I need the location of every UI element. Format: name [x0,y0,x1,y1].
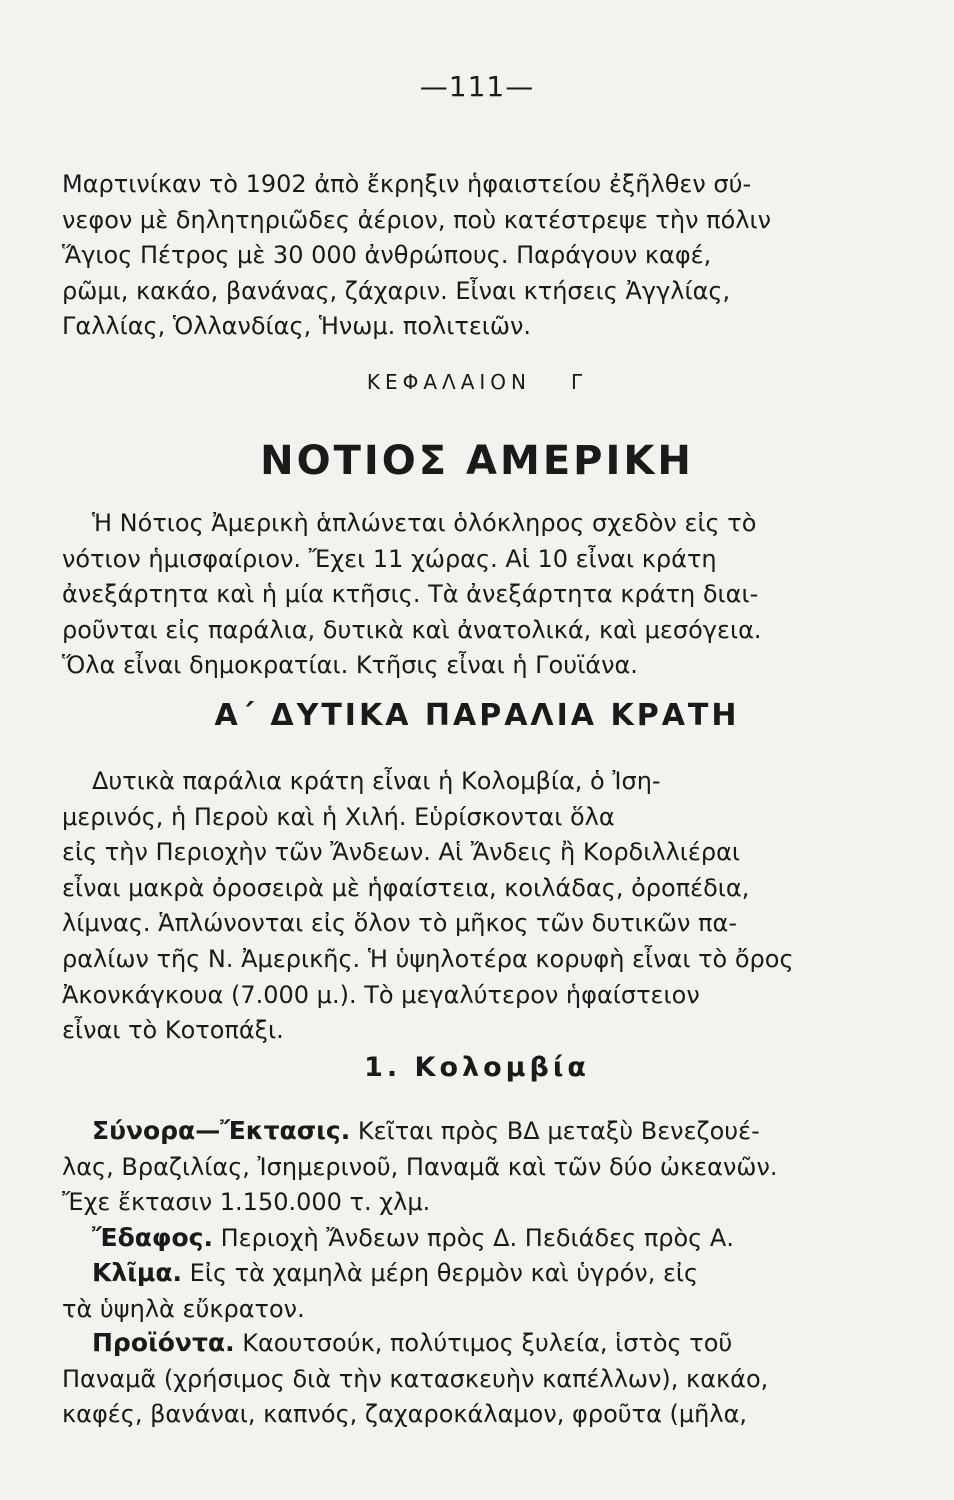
climate-line: τὰ ὑψηλὰ εὔκρατον. [62,1294,305,1323]
page-number: —111— [419,70,535,103]
overview-line: ἀνεξάρτητα καὶ ἡ μία κτῆσις. Τὰ ἀνεξάρτητα κράτη διαι- [62,580,759,609]
borders-label: Σύνορα—Ἔκτασις. [92,1116,351,1145]
subsection-heading: 1. Κολομβία [364,1052,590,1083]
products-text: Καουτσούκ, πολύτιμος ξυλεία, ἱστὸς τοῦ [242,1329,733,1357]
intro-line: νεφον μὲ δηλητηριῶδες ἀέριον, ποὺ κατέστρεψε τὴν πόλιν [62,205,771,234]
climate-label: Κλῖμα. [92,1258,183,1287]
section-a-line: λίμνας. Ἁπλώνονται εἰς ὅλον τὸ μῆκος τῶν δυτικῶν πα- [62,909,737,938]
terrain-text: Περιοχὴ Ἄνδεων πρὸς Δ. Πεδιάδες πρὸς Α. [220,1224,734,1252]
climate-entry [62,1255,884,1327]
intro-line: ρῶμι, κακάο, βανάνας, ζάχαριν. Εἶναι κτήσεις Ἀγγλίας, [62,276,731,305]
intro-paragraph [62,167,884,345]
overview-line: Ἡ Νότιος Ἀμερικὴ ἁπλώνεται ὁλόκληρος σχεδὸν εἰς τὸ [92,509,757,537]
borders-text: Κεῖται πρὸς ΒΔ μεταξὺ Βενεζουέ- [357,1117,760,1145]
borders-entry [62,1113,884,1221]
intro-line: Μαρτινίκαν τὸ 1902 ἀπὸ ἔκρηξιν ἡφαιστείου ἐξῆλθεν σύ- [62,170,752,198]
products-line: καφές, βανάναι, καπνός, ζαχαροκάλαμον, φροῦτα (μῆλα, [62,1400,748,1429]
section-a-line: ραλίων τῆς Ν. Ἀμερικῆς. Ἡ ὑψηλοτέρα κορυφὴ εἶναι τὸ ὄρος [62,944,794,973]
section-heading: Α΄ ΔΥΤΙΚΑ ΠΑΡΑΛΙΑ ΚΡΑΤΗ [214,698,740,733]
page-title: ΝΟΤΙΟΣ ΑΜΕΡΙΚΗ [260,438,694,484]
section-a-line: εἶναι μακρὰ ὀροσειρὰ μὲ ἡφαίστεια, κοιλάδας, ὀροπέδια, [62,873,750,902]
borders-line: λας, Βραζιλίας, Ἰσημερινοῦ, Παναμᾶ καὶ τῶν δύο ὠκεανῶν. [62,1152,778,1181]
overview-line: Ὅλα εἶναι δημοκρατίαι. Κτῆσις εἶναι ἡ Γουϊάνα. [62,651,638,680]
section-a-line: Δυτικὰ παράλια κράτη εἶναι ἡ Κολομβία, ὁ Ἰση- [92,767,661,795]
terrain-label: Ἔδαφος. [92,1223,213,1252]
intro-line: Ἅγιος Πέτρος μὲ 30 000 ἀνθρώπους. Παράγουν καφέ, [62,241,712,270]
overview-line: νότιον ἡμισφαίριον. Ἔχει 11 χώρας. Αἱ 10 εἶναι κράτη [62,544,717,573]
overview-paragraph [62,506,884,684]
borders-line: Ἔχε ἔκτασιν 1.150.000 τ. χλμ. [62,1188,431,1217]
chapter-word: ΚΕΦΑΛΑΙΟΝ [366,370,531,394]
section-a-paragraph [62,764,884,1049]
climate-text: Εἰς τὰ χαμηλὰ μέρη θερμὸν καὶ ὑγρόν, εἰς [189,1259,699,1287]
chapter-label [0,370,954,394]
section-a-line: εἰς τὴν Περιοχὴν τῶν Ἄνδεων. Αἱ Ἄνδεις ἢ Κορδιλλιέραι [62,838,741,867]
products-entry [62,1325,884,1433]
products-line: Παναμᾶ (χρήσιμος διὰ τὴν κατασκευὴν καπέλλων), κακάο, [62,1364,769,1393]
section-a-line: Ἀκονκάγκουα (7.000 μ.). Τὸ μεγαλύτερον ἡφαίστειον [62,980,700,1009]
intro-line: Γαλλίας, Ὁλλανδίας, Ἡνωμ. πολιτειῶν. [62,312,532,341]
section-a-line: μερινός, ἡ Περοὺ καὶ ἡ Χιλή. Εὑρίσκονται ὅλα [62,802,615,831]
terrain-entry [62,1220,884,1257]
overview-line: ροῦνται εἰς παράλια, δυτικὰ καὶ ἀνατολικά, καὶ μεσόγεια. [62,615,762,644]
chapter-number: Γ [570,370,588,394]
section-a-line: εἶναι τὸ Κοτοπάξι. [62,1016,284,1045]
products-label: Προϊόντα. [92,1328,235,1357]
